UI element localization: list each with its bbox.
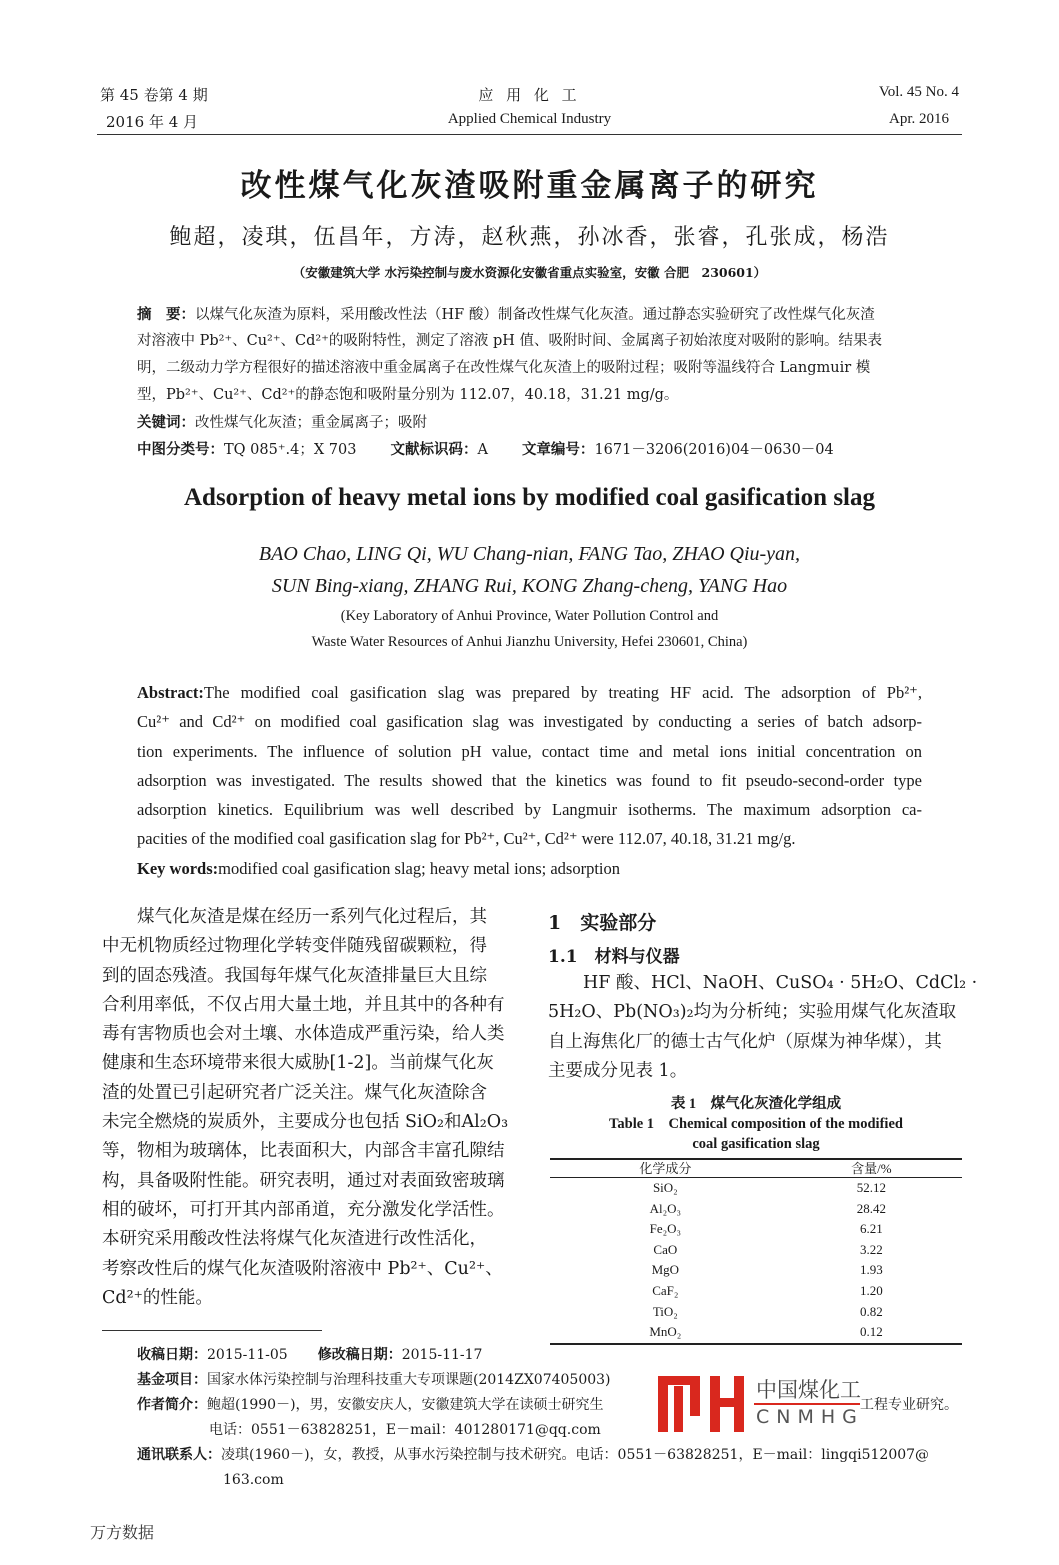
received-label: 收稿日期： bbox=[137, 1347, 207, 1363]
date-cn: 2016 年 4 月 bbox=[106, 113, 199, 131]
body-line: 自上海焦化厂的德士古气化炉（原煤为神华煤），其 bbox=[548, 1031, 942, 1052]
cell-content: 0.12 bbox=[781, 1322, 962, 1344]
contact-value-cont: 163.com bbox=[223, 1472, 284, 1488]
abstract-cn-line: 对溶液中 Pb²⁺、Cu²⁺、Cd²⁺的吸附特性，测定了溶液 pH 值、吸附时间、金属离子初始浓度对吸附的影响。结果表 bbox=[137, 333, 882, 349]
abstract-cn-line: 型，Pb²⁺、Cu²⁺、Cd²⁺的静态饱和吸附量分别为 112.07，40.18，31.21 mg/g。 bbox=[137, 387, 679, 403]
date-en: Apr. 2016 bbox=[889, 111, 949, 127]
fund-value: 国家水体污染控制与治理科技重大专项课题(2014ZX07405003) bbox=[207, 1372, 611, 1388]
table-row bbox=[550, 1322, 962, 1344]
author-bio: 鲍超(1990－)，男，安徽安庆人，安徽建筑大学在读硕士研究生 bbox=[207, 1397, 604, 1413]
left-column-text bbox=[102, 903, 508, 1313]
abstract-en-line: Cu²⁺ and Cd²⁺ on modified coal gasification slag was investigated by conducting a series of batch adsorp- bbox=[137, 712, 922, 732]
cell-component: SiO₂ bbox=[652, 1180, 678, 1195]
keywords-en-label: Key words: bbox=[137, 858, 219, 878]
cell-content: 1.20 bbox=[859, 1282, 883, 1298]
body-line: 5H₂O、Pb(NO₃)₂均为分析纯；实验用煤气化灰渣取 bbox=[548, 1002, 957, 1023]
cell-component: Fe₂O₃ bbox=[649, 1221, 682, 1237]
logo-rule bbox=[754, 1403, 860, 1405]
section-heading: 1 实验部分 bbox=[548, 912, 657, 934]
cell-content: 6.21 bbox=[859, 1221, 883, 1237]
revised-date: 2015-11-17 bbox=[401, 1347, 483, 1363]
abstract-cn-line: 明，二级动力学方程很好的描述溶液中重金属离子在改性煤气化灰渣上的吸附过程；吸附等温线符合 Langmuir 模 bbox=[137, 360, 871, 376]
contact-label: 通讯联系人： bbox=[137, 1447, 221, 1463]
table-caption-en: Table 1 Chemical composition of the modified bbox=[609, 1116, 903, 1132]
table-row bbox=[550, 1302, 962, 1323]
table-row bbox=[550, 1260, 962, 1281]
abstract-en-line: tion experiments. The influence of solution pH value, contact time and metal ions initial concentration on bbox=[137, 741, 922, 761]
received-date: 2015-11-05 bbox=[207, 1347, 288, 1363]
cell-component: MgO bbox=[651, 1262, 680, 1278]
body-line: 考察改性后的煤气化灰渣吸附溶液中 Pb²⁺、Cu²⁺、 bbox=[102, 1258, 503, 1279]
body-line: Cd²⁺的性能。 bbox=[102, 1287, 213, 1308]
body-line: 煤气化灰渣是煤在经历一系列气化过程后，其 bbox=[102, 907, 487, 927]
keywords-cn-value: 改性煤气化灰渣；重金属离子；吸附 bbox=[195, 415, 427, 431]
body-line: 构，具备吸附性能。研究表明，通过对表面致密玻璃 bbox=[102, 1170, 505, 1191]
abstract-en bbox=[137, 678, 922, 883]
cell-content: 0.82 bbox=[859, 1303, 883, 1319]
wanfang-watermark: 万方数据 bbox=[90, 1523, 155, 1542]
body-line: 主要成分见表 1。 bbox=[548, 1060, 688, 1081]
classification-line bbox=[137, 436, 882, 463]
abstract-en-line: pacities of the modified coal gasification slag for Pb²⁺, Cu²⁺, Cd²⁺ were 112.07, 40.18, 31.21 mg/g. bbox=[137, 829, 796, 849]
body-line: 渣的处置已引起研究者广泛关注。煤气化灰渣除含 bbox=[102, 1082, 487, 1103]
journal-en: Applied Chemical Industry bbox=[447, 111, 612, 127]
title-en: Adsorption of heavy metal ions by modified coal gasification slag bbox=[184, 484, 875, 511]
body-line: 本研究采用酸改性法将煤气化灰渣进行改性活化， bbox=[102, 1229, 487, 1250]
authors-en-line: SUN Bing-xiang, ZHANG Rui, KONG Zhang-cheng, YANG Hao bbox=[271, 575, 788, 597]
cnmhg-watermark-logo bbox=[656, 1372, 976, 1434]
cell-content: 52.12 bbox=[856, 1180, 886, 1195]
revised-label: 修改稿日期： bbox=[317, 1347, 402, 1363]
body-line: HF 酸、HCl、NaOH、CuSO₄ · 5H₂O、CdCl₂ · bbox=[548, 973, 978, 993]
abstract-en-line: adsorption was investigated. The results showed that the kinetics was found to fit pseudo-second-order type bbox=[137, 770, 922, 790]
cell-component: CaF₂ bbox=[652, 1282, 679, 1298]
subsection-heading: 1.1 材料与仪器 bbox=[548, 947, 680, 967]
abstract-en-line: The modified coal gasification slag was prepared by treating HF acid. The adsorption of Pb²⁺, bbox=[203, 683, 922, 702]
body-line: 合利用率低，不仅占用大量土地，并且其中的各种有 bbox=[102, 994, 505, 1015]
cell-content: 3.22 bbox=[859, 1241, 883, 1257]
table-row bbox=[550, 1281, 962, 1302]
cell-content: 1.93 bbox=[859, 1262, 883, 1278]
footnote-separator bbox=[102, 1330, 322, 1331]
table-header: 含量/% bbox=[781, 1159, 962, 1178]
article-no-label: 文章编号： bbox=[521, 441, 595, 458]
author-bio-label: 作者简介： bbox=[137, 1397, 207, 1413]
abstract-cn-label: 摘 要： bbox=[137, 306, 195, 323]
keywords-en bbox=[137, 854, 922, 883]
cell-component: CaO bbox=[653, 1241, 678, 1257]
volume-en: Vol. 45 No. 4 bbox=[878, 84, 959, 100]
clc-value: TQ 085⁺.4；X 703 bbox=[224, 442, 357, 458]
cell-component: Al₂O₃ bbox=[649, 1200, 682, 1216]
article-no-value: 1671－3206(2016)04－0630－04 bbox=[594, 442, 834, 458]
logo-en-text: CNMHG bbox=[756, 1406, 864, 1428]
affiliation-cn: （安徽建筑大学 水污染控制与废水资源化安徽省重点实验室，安徽 合肥 230601） bbox=[292, 265, 767, 280]
cell-content: 28.42 bbox=[856, 1200, 886, 1216]
cell-component: MnO₂ bbox=[550, 1322, 781, 1344]
keywords-cn bbox=[137, 409, 882, 436]
table-header: 化学成分 bbox=[550, 1159, 781, 1178]
journal-cn: 应 用 化 工 bbox=[478, 86, 581, 104]
body-line: 毒有害物质也会对土壤、水体造成严重污染，给人类 bbox=[102, 1024, 505, 1045]
header-rule bbox=[97, 134, 962, 135]
body-line: 健康和生态环境带来很大威胁[1-2]。当前煤气化灰 bbox=[102, 1053, 494, 1074]
authors-cn: 鲍超，凌琪，伍昌年，方涛，赵秋燕，孙冰香，张睿，孔张成，杨浩 bbox=[169, 225, 890, 250]
body-line: 未完全燃烧的炭质外，主要成分也包括 SiO₂和Al₂O₃ bbox=[102, 1112, 509, 1133]
contact-value: 凌琪(1960－)，女，教授，从事水污染控制与技术研究。电话：0551－63828251，E－mail：lingqi512007@ bbox=[221, 1447, 930, 1463]
body-line: 到的固态残渣。我国每年煤气化灰渣排量巨大且综 bbox=[102, 965, 487, 986]
issue-cn: 第 45 卷第 4 期 bbox=[100, 86, 208, 104]
author-bio-tail: 工程专业研究。 bbox=[860, 1397, 958, 1413]
table-1 bbox=[550, 1094, 962, 1345]
title-cn: 改性煤气化灰渣吸附重金属离子的研究 bbox=[240, 168, 819, 204]
abstract-cn-line: 以煤气化灰渣为原料，采用酸改性法（HF 酸）制备改性煤气化灰渣。通过静态实验研究了改性煤气化灰渣 bbox=[195, 307, 875, 323]
fund-label: 基金项目： bbox=[137, 1372, 207, 1388]
right-column-text bbox=[548, 969, 977, 1086]
logo-cn-text: 中国煤化工 bbox=[756, 1378, 861, 1402]
table-row bbox=[550, 1219, 962, 1240]
table-row bbox=[550, 1199, 962, 1220]
affiliation-en-line: (Key Laboratory of Anhui Province, Water Pollution Control and bbox=[340, 608, 719, 624]
composition-table bbox=[550, 1158, 962, 1345]
body-line: 相的破坏，可打开其内部甬道，充分激发化学活性。 bbox=[102, 1199, 505, 1220]
body-line: 中无机物质经过物理化学转变伴随残留碳颗粒，得 bbox=[102, 936, 487, 957]
affiliation-en-line: Waste Water Resources of Anhui Jianzhu University, Hefei 230601, China) bbox=[311, 634, 748, 650]
doccode-value: A bbox=[477, 442, 488, 458]
abstract-en-line: adsorption kinetics. Equilibrium was well described by Langmuir isotherms. The maximum adsorption ca- bbox=[137, 800, 922, 820]
table-caption-en: coal gasification slag bbox=[692, 1136, 820, 1152]
table-caption-cn: 表 1 煤气化灰渣化学组成 bbox=[670, 1096, 842, 1112]
table-row bbox=[550, 1178, 962, 1199]
keywords-en-value: modified coal gasification slag; heavy metal ions; adsorption bbox=[218, 858, 620, 878]
authors-en-line: BAO Chao, LING Qi, WU Chang-nian, FANG Tao, ZHAO Qiu-yan, bbox=[258, 543, 801, 565]
abstract-en-label: Abstract: bbox=[137, 683, 204, 702]
table-row bbox=[550, 1240, 962, 1261]
body-line: 等，物相为玻璃体，比表面积大，内部含丰富孔隙结 bbox=[102, 1141, 505, 1162]
abstract-cn bbox=[137, 301, 882, 463]
doccode-label: 文献标识码： bbox=[390, 441, 478, 458]
clc-label: 中图分类号： bbox=[137, 441, 224, 458]
keywords-cn-label: 关键词： bbox=[137, 414, 195, 431]
cell-component: TiO₂ bbox=[652, 1303, 678, 1319]
author-contact: 电话：0551－63828251，E－mail：401280171@qq.com bbox=[209, 1422, 601, 1438]
mh-logo-icon bbox=[656, 1372, 746, 1434]
